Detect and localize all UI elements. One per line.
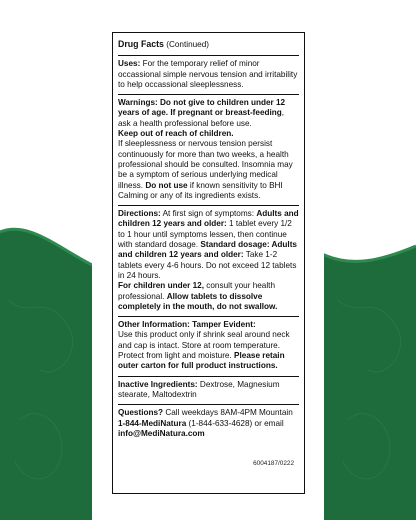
directions-adults: Adults and children 12 years and older:: [118, 209, 299, 229]
questions-email: info@MediNatura.com: [118, 428, 205, 438]
uses-heading: Uses:: [118, 59, 141, 69]
warnings-heading: Warnings:: [118, 98, 158, 108]
drug-facts-box: [112, 32, 305, 494]
warnings-do-not-use: Do not use: [145, 180, 188, 190]
warnings-pregnant: If pregnant or breast-feeding: [170, 108, 282, 118]
uses-section: [118, 56, 299, 95]
questions-heading: Questions?: [118, 408, 164, 418]
directions-standard: Standard dosage: Adults and children 12 years and older:: [118, 240, 297, 260]
drug-facts-subtitle: (Continued): [166, 40, 210, 49]
warnings-keep-out: Keep out of reach of children.: [118, 129, 234, 139]
warnings-pregnant-rest: , ask a health professional before use.: [118, 108, 285, 128]
uses-text: For the temporary relief of minor occassional simple nervous tension and irritability to help occassional sleeplessness.: [118, 59, 298, 89]
warnings-persist: If sleeplessness or nervous tension persist continuously for more than two weeks, a health professional should be consulted. Insomnia may be a symptom of serious underlying medical illness.: [118, 139, 293, 190]
right-background: [318, 0, 416, 520]
drug-facts-header: [118, 33, 299, 56]
other-info-heading: Other Information: Tamper Evident:: [118, 320, 256, 330]
drug-facts-title: Drug Facts: [118, 39, 164, 49]
directions-adults-rest: 1 tablet every 1/2 to 1 hour until symptoms lessen, then continue with standard dosage.: [118, 219, 292, 250]
product-code: 6004187/0222: [253, 459, 294, 467]
warnings-do-not-use-rest: if known sensitivity to BHI Calming or any of its ingredients exists.: [118, 180, 283, 200]
left-green-wave: [0, 0, 98, 520]
inactive-heading: Inactive Ingredients:: [118, 379, 198, 389]
directions-standard-rest: Take 1-2 tablets every 4-6 hours. Do not exceed 12 tablets in 24 hours.: [118, 250, 297, 280]
questions-phone-num: (1-844-633-4628) or email: [188, 418, 284, 428]
warnings-section: [118, 95, 299, 206]
warnings-do-not-give: Do not give to children under 12 years of age.: [118, 98, 286, 118]
questions-hours: Call weekdays 8AM-4PM Mountain: [165, 408, 293, 418]
directions-first-sign: At first sign of symptoms:: [162, 209, 255, 219]
directions-dissolve: Allow tablets to dissolve completely in the mouth, do not swallow.: [118, 291, 278, 311]
left-background: [0, 0, 98, 520]
inactive-section: [118, 377, 299, 406]
directions-under12-rest: consult your health professional.: [118, 281, 276, 301]
other-info-section: [118, 317, 299, 376]
questions-section: [118, 405, 299, 443]
directions-section: [118, 206, 299, 317]
right-green-wave: [318, 0, 416, 520]
inactive-text: Dextrose, Magnesium stearate, Maltodextrin: [118, 379, 280, 399]
other-info-retain: Please retain outer carton for full product instructions.: [118, 351, 285, 371]
other-info-text: Use this product only if shrink seal around neck and cap is intact. Store at room temperature. Protect from light and moisture.: [118, 330, 290, 361]
questions-phone: 1-844-MediNatura: [118, 418, 187, 428]
directions-under12: For children under 12,: [118, 281, 204, 291]
directions-heading: Directions:: [118, 209, 161, 219]
